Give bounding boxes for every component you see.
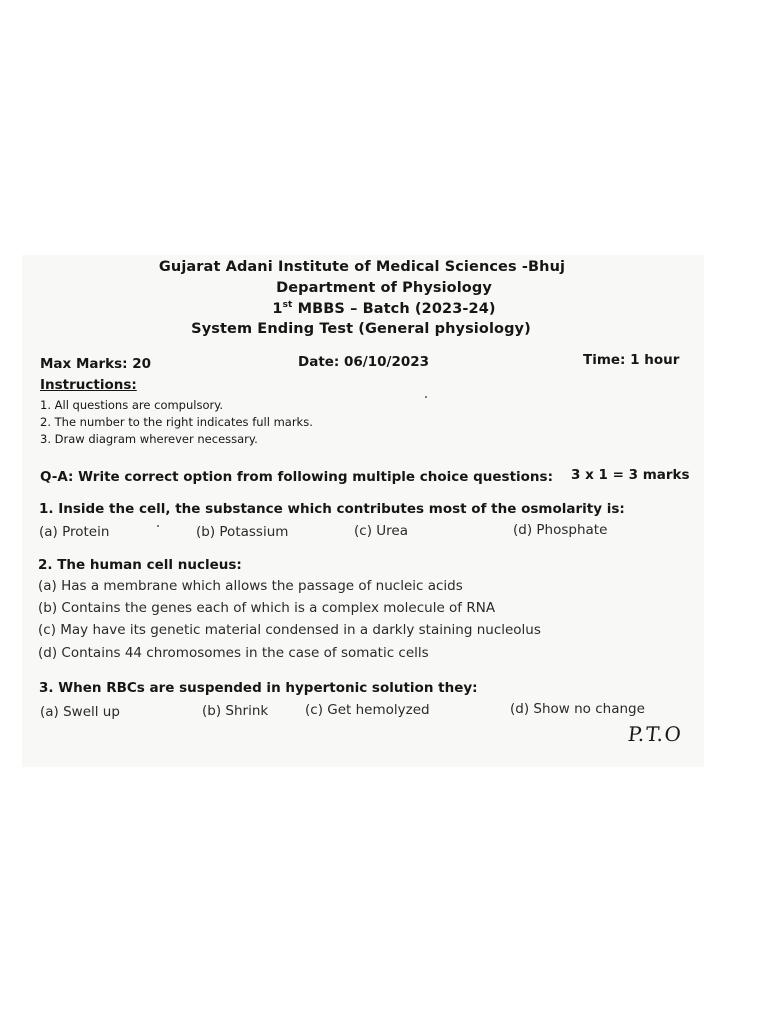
instruction-item: 3. Draw diagram wherever necessary. xyxy=(40,432,258,446)
question-2-option-a: (a) Has a membrane which allows the passage of nucleic acids xyxy=(38,578,463,594)
question-2-text: 2. The human cell nucleus: xyxy=(38,557,242,573)
question-2-option-b: (b) Contains the genes each of which is a complex molecule of RNA xyxy=(38,600,496,616)
question-1-option-c: (c) Urea xyxy=(354,523,408,539)
question-2-option-c: (c) May have its genetic material condensed in a darkly staining nucleolus xyxy=(38,622,541,638)
batch-line xyxy=(0,300,768,317)
batch-prefix: 1 xyxy=(272,300,283,317)
question-2-option-d: (d) Contains 44 chromosomes in the case of somatic cells xyxy=(38,645,429,661)
section-marks: 3 x 1 = 3 marks xyxy=(571,467,690,483)
question-3-option-b: (b) Shrink xyxy=(202,703,269,719)
max-marks: Max Marks: 20 xyxy=(40,356,152,372)
question-3-text: 3. When RBCs are suspended in hypertonic solution they: xyxy=(39,680,478,696)
instruction-item: 1. All questions are compulsory. xyxy=(40,398,224,412)
question-3-option-c: (c) Get hemolyzed xyxy=(305,702,430,718)
question-1-text: 1. Inside the cell, the substance which contributes most of the osmolarity is: xyxy=(39,501,625,517)
scan-speck xyxy=(157,525,159,527)
section-title: Q-A: Write correct option from following multiple choice questions: xyxy=(40,469,553,485)
question-1-option-b: (b) Potassium xyxy=(196,524,289,540)
institute-name: Gujarat Adani Institute of Medical Sciences -Bhuj xyxy=(158,259,566,275)
batch-rest: MBBS – Batch (2023-24) xyxy=(292,300,496,317)
department-name: Department of Physiology xyxy=(276,280,492,296)
scan-speck xyxy=(425,396,427,398)
question-3-option-a: (a) Swell up xyxy=(40,704,120,720)
instructions-heading: Instructions: xyxy=(40,377,137,393)
question-1-option-a: (a) Protein xyxy=(39,524,110,540)
question-1-option-d: (d) Phosphate xyxy=(513,522,608,538)
question-3-option-d: (d) Show no change xyxy=(510,701,645,717)
batch-superscript: st xyxy=(282,300,293,310)
exam-date: Date: 06/10/2023 xyxy=(298,354,430,370)
pto-handwritten-note: P.T.O xyxy=(626,722,684,746)
instruction-item: 2. The number to the right indicates full marks. xyxy=(40,415,313,429)
test-name: System Ending Test (General physiology) xyxy=(191,321,531,337)
exam-time: Time: 1 hour xyxy=(583,352,680,368)
